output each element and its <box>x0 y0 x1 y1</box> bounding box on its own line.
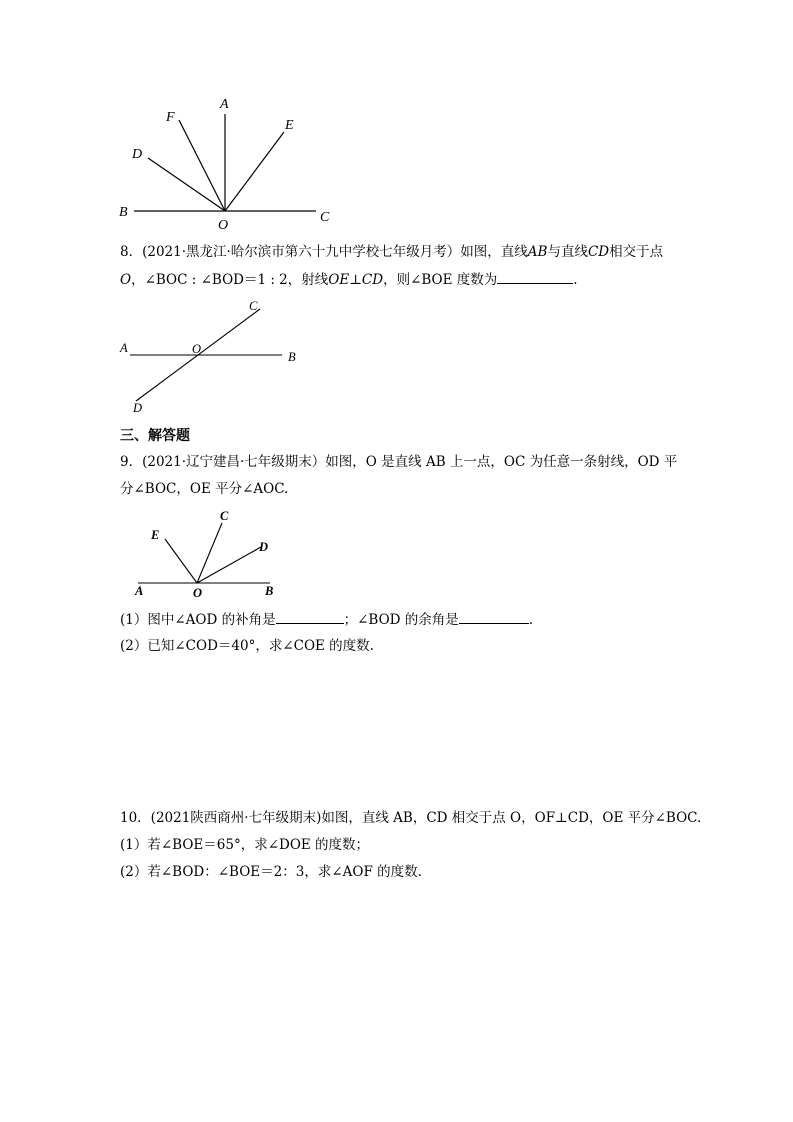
label-b: B <box>119 205 128 220</box>
label-d: D <box>132 147 143 162</box>
q10-line-1: 10．(2021陕西商州·七年级期末)如图，直线 AB，CD 相交于点 O，OF⊥CD，OE 平分∠BOC. <box>120 810 702 826</box>
q10-sub-2: (2）若∠BOD：∠BOE＝2：3，求∠AOF 的度数. <box>120 864 422 880</box>
figure-intersecting-lines <box>110 295 310 420</box>
section-heading: 三、解答题 <box>120 428 190 444</box>
ray-oe <box>225 132 284 211</box>
label-b: B <box>265 584 274 598</box>
label-f: F <box>166 110 175 125</box>
label-d: D <box>259 540 269 554</box>
label-b: B <box>288 350 296 364</box>
ray-od <box>148 158 225 211</box>
label-o: O <box>193 586 203 600</box>
q8-line-1: 8．(2021·黑龙江·哈尔滨市第六十九中学校七年级月考）如图，直线AB与直线CD相交于点 <box>120 244 664 260</box>
label-a: A <box>135 584 144 598</box>
q10-sub-1: (1）若∠BOE＝65°，求∠DOE 的度数； <box>120 837 370 853</box>
label-c: C <box>249 299 258 313</box>
q9-line-1: 9．(2021·辽宁建昌·七年级期末）如图，O 是直线 AB 上一点，OC 为任意一条射线，OD 平 <box>120 454 678 470</box>
q9-line-2: 分∠BOC，OE 平分∠AOC. <box>120 481 289 497</box>
label-a: A <box>120 341 128 355</box>
label-a: A <box>220 97 229 112</box>
label-c: C <box>220 509 229 523</box>
ray-oe <box>165 539 197 583</box>
label-e: E <box>285 118 294 133</box>
figure-bisectors <box>125 505 295 600</box>
ray-oc <box>197 523 222 583</box>
q9-sub-2: (2）已知∠COD＝40°，求∠COE 的度数. <box>120 638 374 654</box>
label-c: C <box>320 210 330 225</box>
label-d: D <box>133 401 143 415</box>
ray-of <box>179 120 225 211</box>
q9-sub-1: (1）图中∠AOD 的补角是 ；∠BOD 的余角是 . <box>120 612 534 628</box>
figure-rays-from-o <box>110 90 350 240</box>
label-e: E <box>151 528 160 542</box>
answer-blank[interactable] <box>276 610 344 624</box>
answer-blank[interactable] <box>497 270 573 284</box>
ray-od <box>197 547 261 583</box>
label-o: O <box>192 342 202 356</box>
label-o: O <box>218 218 229 233</box>
answer-blank[interactable] <box>459 610 529 624</box>
q8-line-2: O，∠BOC : ∠BOD＝1 : 2，射线OE⊥CD，则∠BOE 度数为 . <box>120 272 578 288</box>
